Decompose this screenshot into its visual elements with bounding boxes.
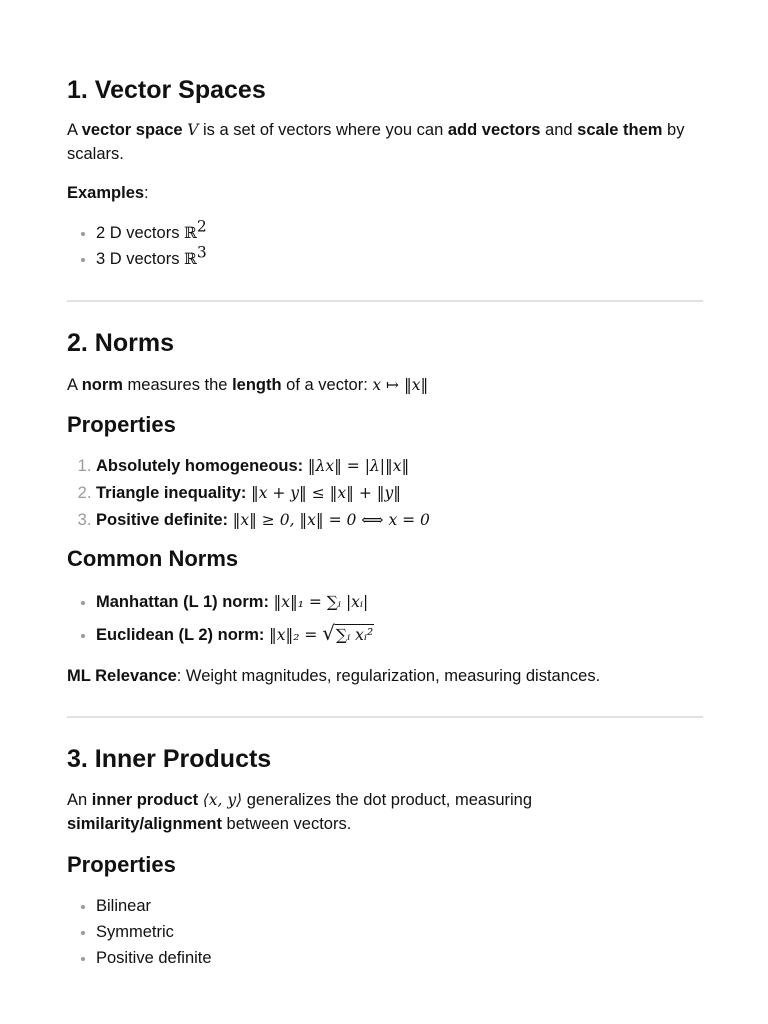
property-label: Absolutely homogeneous: bbox=[96, 457, 304, 475]
list-item bbox=[96, 454, 430, 481]
list-item: • Bilinear bbox=[96, 894, 212, 920]
list-item bbox=[96, 217, 207, 247]
text: and bbox=[540, 121, 578, 139]
list-item bbox=[96, 590, 374, 621]
colon: : bbox=[144, 184, 149, 202]
term-scale-them: scale them bbox=[577, 121, 663, 139]
math-expression: ‖x‖ ≥ 0, ‖x‖ = 0 ⟺ x = 0 bbox=[232, 511, 430, 529]
text: is a set of vectors where you can bbox=[198, 121, 448, 139]
text: A bbox=[67, 121, 82, 139]
examples-list bbox=[67, 217, 207, 273]
subheading-properties: Properties bbox=[67, 852, 176, 877]
math-r: ℝ bbox=[184, 224, 197, 242]
math-expression: ‖x + y‖ ≤ ‖x‖ + ‖y‖ bbox=[250, 484, 401, 502]
sqrt-icon: √ bbox=[322, 621, 336, 645]
subheading-common-norms: Common Norms bbox=[67, 546, 239, 571]
list-item: • Symmetric bbox=[96, 920, 212, 946]
norm-properties-list bbox=[67, 454, 430, 535]
text: generalizes the dot product, measuring bbox=[242, 791, 533, 809]
term-vector-space: vector space bbox=[81, 121, 183, 139]
divider bbox=[67, 716, 703, 718]
math-r: ℝ bbox=[184, 250, 197, 268]
text: of a vector: bbox=[281, 376, 373, 394]
math-sup: 3 bbox=[196, 243, 207, 262]
text: by scalars. bbox=[67, 121, 685, 163]
section-title-vector-spaces: 1. Vector Spaces bbox=[67, 76, 266, 104]
math-v: V bbox=[187, 121, 199, 139]
term-norm: norm bbox=[81, 376, 123, 394]
math-expression: ‖x‖₁ = ∑ᵢ |xᵢ| bbox=[273, 593, 369, 611]
text: between vectors. bbox=[221, 815, 352, 833]
property-label: Positive definite: bbox=[96, 511, 229, 529]
vector-space-definition bbox=[67, 118, 707, 166]
text: measures the bbox=[122, 376, 233, 394]
math-expression: ‖λx‖ = |λ|‖x‖ bbox=[307, 457, 410, 475]
ml-relevance bbox=[67, 664, 600, 688]
norm-definition bbox=[67, 373, 428, 397]
text: A bbox=[67, 376, 82, 394]
common-norms-list bbox=[67, 590, 374, 652]
divider bbox=[67, 300, 703, 302]
math-radicand: ∑ᵢ xᵢ² bbox=[336, 626, 374, 644]
text: An bbox=[67, 791, 92, 809]
examples-heading bbox=[67, 181, 149, 205]
section-title-inner-products: 3. Inner Products bbox=[67, 745, 272, 773]
math-sup: 2 bbox=[196, 217, 207, 236]
subheading-properties: Properties bbox=[67, 412, 176, 437]
list-item bbox=[96, 508, 430, 535]
property-label: Triangle inequality: bbox=[96, 484, 247, 502]
list-item: • Positive definite bbox=[96, 946, 212, 972]
list-item bbox=[96, 481, 430, 508]
ml-relevance-text: : Weight magnitudes, regularization, measuring distances. bbox=[176, 667, 601, 685]
list-item bbox=[96, 243, 207, 273]
inner-product-properties-list bbox=[67, 894, 212, 972]
norm-label: Euclidean (L 2) norm: bbox=[96, 626, 265, 644]
list-item bbox=[96, 621, 374, 652]
term-add-vectors: add vectors bbox=[447, 121, 541, 139]
ml-relevance-label: ML Relevance bbox=[67, 667, 177, 685]
term-inner-product: inner product bbox=[91, 791, 199, 809]
section-title-norms: 2. Norms bbox=[67, 329, 174, 357]
text: 3 D vectors bbox=[96, 250, 185, 268]
math-expression: ‖x‖₂ = bbox=[268, 626, 323, 644]
math-inner-product: ⟨x, y⟩ bbox=[202, 791, 243, 809]
norm-label: Manhattan (L 1) norm: bbox=[96, 593, 269, 611]
math-norm-map: x ↦ ‖x‖ bbox=[372, 376, 429, 394]
examples-label: Examples bbox=[67, 184, 145, 202]
term-length: length bbox=[232, 376, 282, 394]
inner-product-definition bbox=[67, 788, 587, 836]
text: 2 D vectors bbox=[96, 224, 185, 242]
term-similarity: similarity/alignment bbox=[67, 815, 222, 833]
